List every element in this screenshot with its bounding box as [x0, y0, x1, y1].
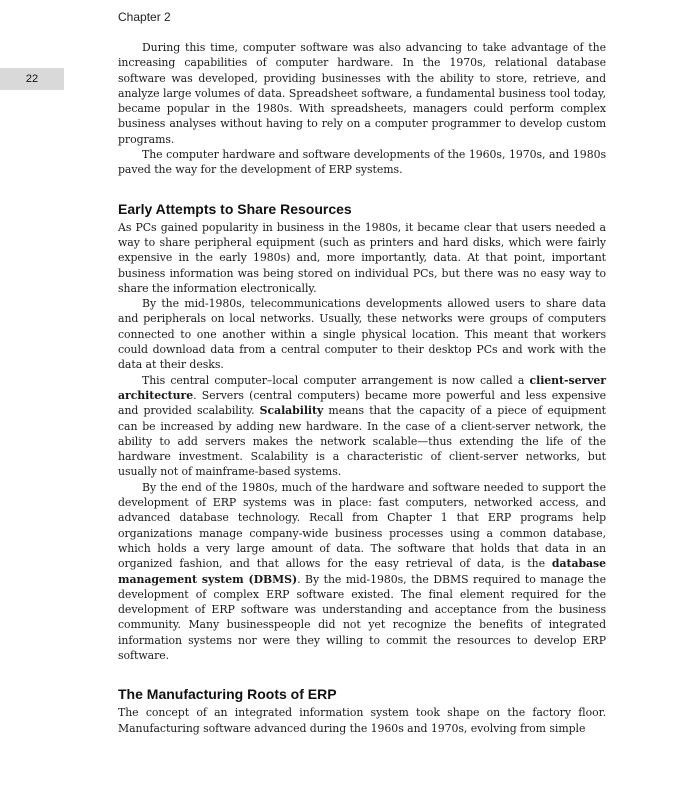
page-number-tab: 22: [0, 68, 64, 90]
intro-paragraph-2: The computer hardware and software developments of the 1960s, 1970s, and 1980s paved the way for the development of ERP systems.: [118, 148, 606, 177]
section1-paragraph-1: As PCs gained popularity in business in the 1980s, it became clear that users needed a way to share peripheral equipment (such as printers and hard disks, which were fairly expensive in the early 1980s) and, more importantly, data. At that point, important business information was being stored on individual PCs, but there was no easy way to share the information electronically.: [118, 220, 606, 295]
section1-paragraph-3: [118, 373, 606, 480]
key-term-dbms: database management system (DBMS): [118, 557, 606, 586]
section1-paragraph-4: [118, 480, 606, 664]
key-term-scalability: Scalability: [259, 404, 324, 418]
intro-paragraph-1: During this time, computer software was also advancing to take advantage of the increasing capabilities of computer hardware. In the 1970s, relational database software was developed, providing businesses with the ability to store, retrieve, and analyze large volumes of data. Spreadsheet software, a fundamental business tool today, became popular in the 1980s. With spreadsheets, managers could perform complex business analyses without having to rely on a computer programmer to develop custom programs.: [118, 41, 606, 146]
paragraph-text: . By the mid-1980s, the DBMS required to manage the development of complex ERP software existed. The final element required for the development of ERP software was understanding and acceptance from the business community. Many businesspeople did not yet recognize the benefits of integrated information systems nor were they willing to commit the resources to develop ERP software.: [118, 572, 606, 662]
paragraph-text: By the end of the 1980s, much of the hardware and software needed to support the development of ERP systems was in place: fast computers, networked access, and advanced database technology. Recall from Chapter 1 that ERP programs help organizations manage company-wide business processes using a common database, which holds a very large amount of data. The software that holds that data in an organized fashion, and that allows for the easy retrieval of data, is the: [118, 480, 606, 571]
paragraph-text: . Servers (central computers) became more powerful and less expensive and provided scalability.: [118, 388, 606, 418]
running-header-chapter: Chapter 2: [118, 10, 171, 24]
section-heading-early-attempts: Early Attempts to Share Resources: [118, 200, 352, 217]
section2-paragraph-1: The concept of an integrated information system took shape on the factory floor. Manufacturing software advanced during the 1960s and 1970s, evolving from simple: [118, 706, 606, 735]
section-heading-manufacturing-roots: The Manufacturing Roots of ERP: [118, 686, 337, 703]
paragraph-text: means that the capacity of a piece of equipment can be increased by adding new hardware. In the case of a client-server network, the ability to add servers makes the network scalable—thus extending the life of the hardware investment. Scalability is a characteristic of client-server networks, but usually not of mainframe-based systems.: [118, 404, 606, 479]
key-term-client-server: client-server architecture: [118, 373, 606, 402]
paragraph-text: This central computer–local computer arrangement is now called a: [142, 373, 530, 387]
page-body: [118, 40, 606, 736]
section1-paragraph-2: By the mid-1980s, telecommunications developments allowed users to share data and peripherals on local networks. Usually, these networks were groups of computers connected to one another within a single physical location. This meant that workers could download data from a central computer to their desktop PCs and work with the data at their desks.: [118, 297, 606, 372]
